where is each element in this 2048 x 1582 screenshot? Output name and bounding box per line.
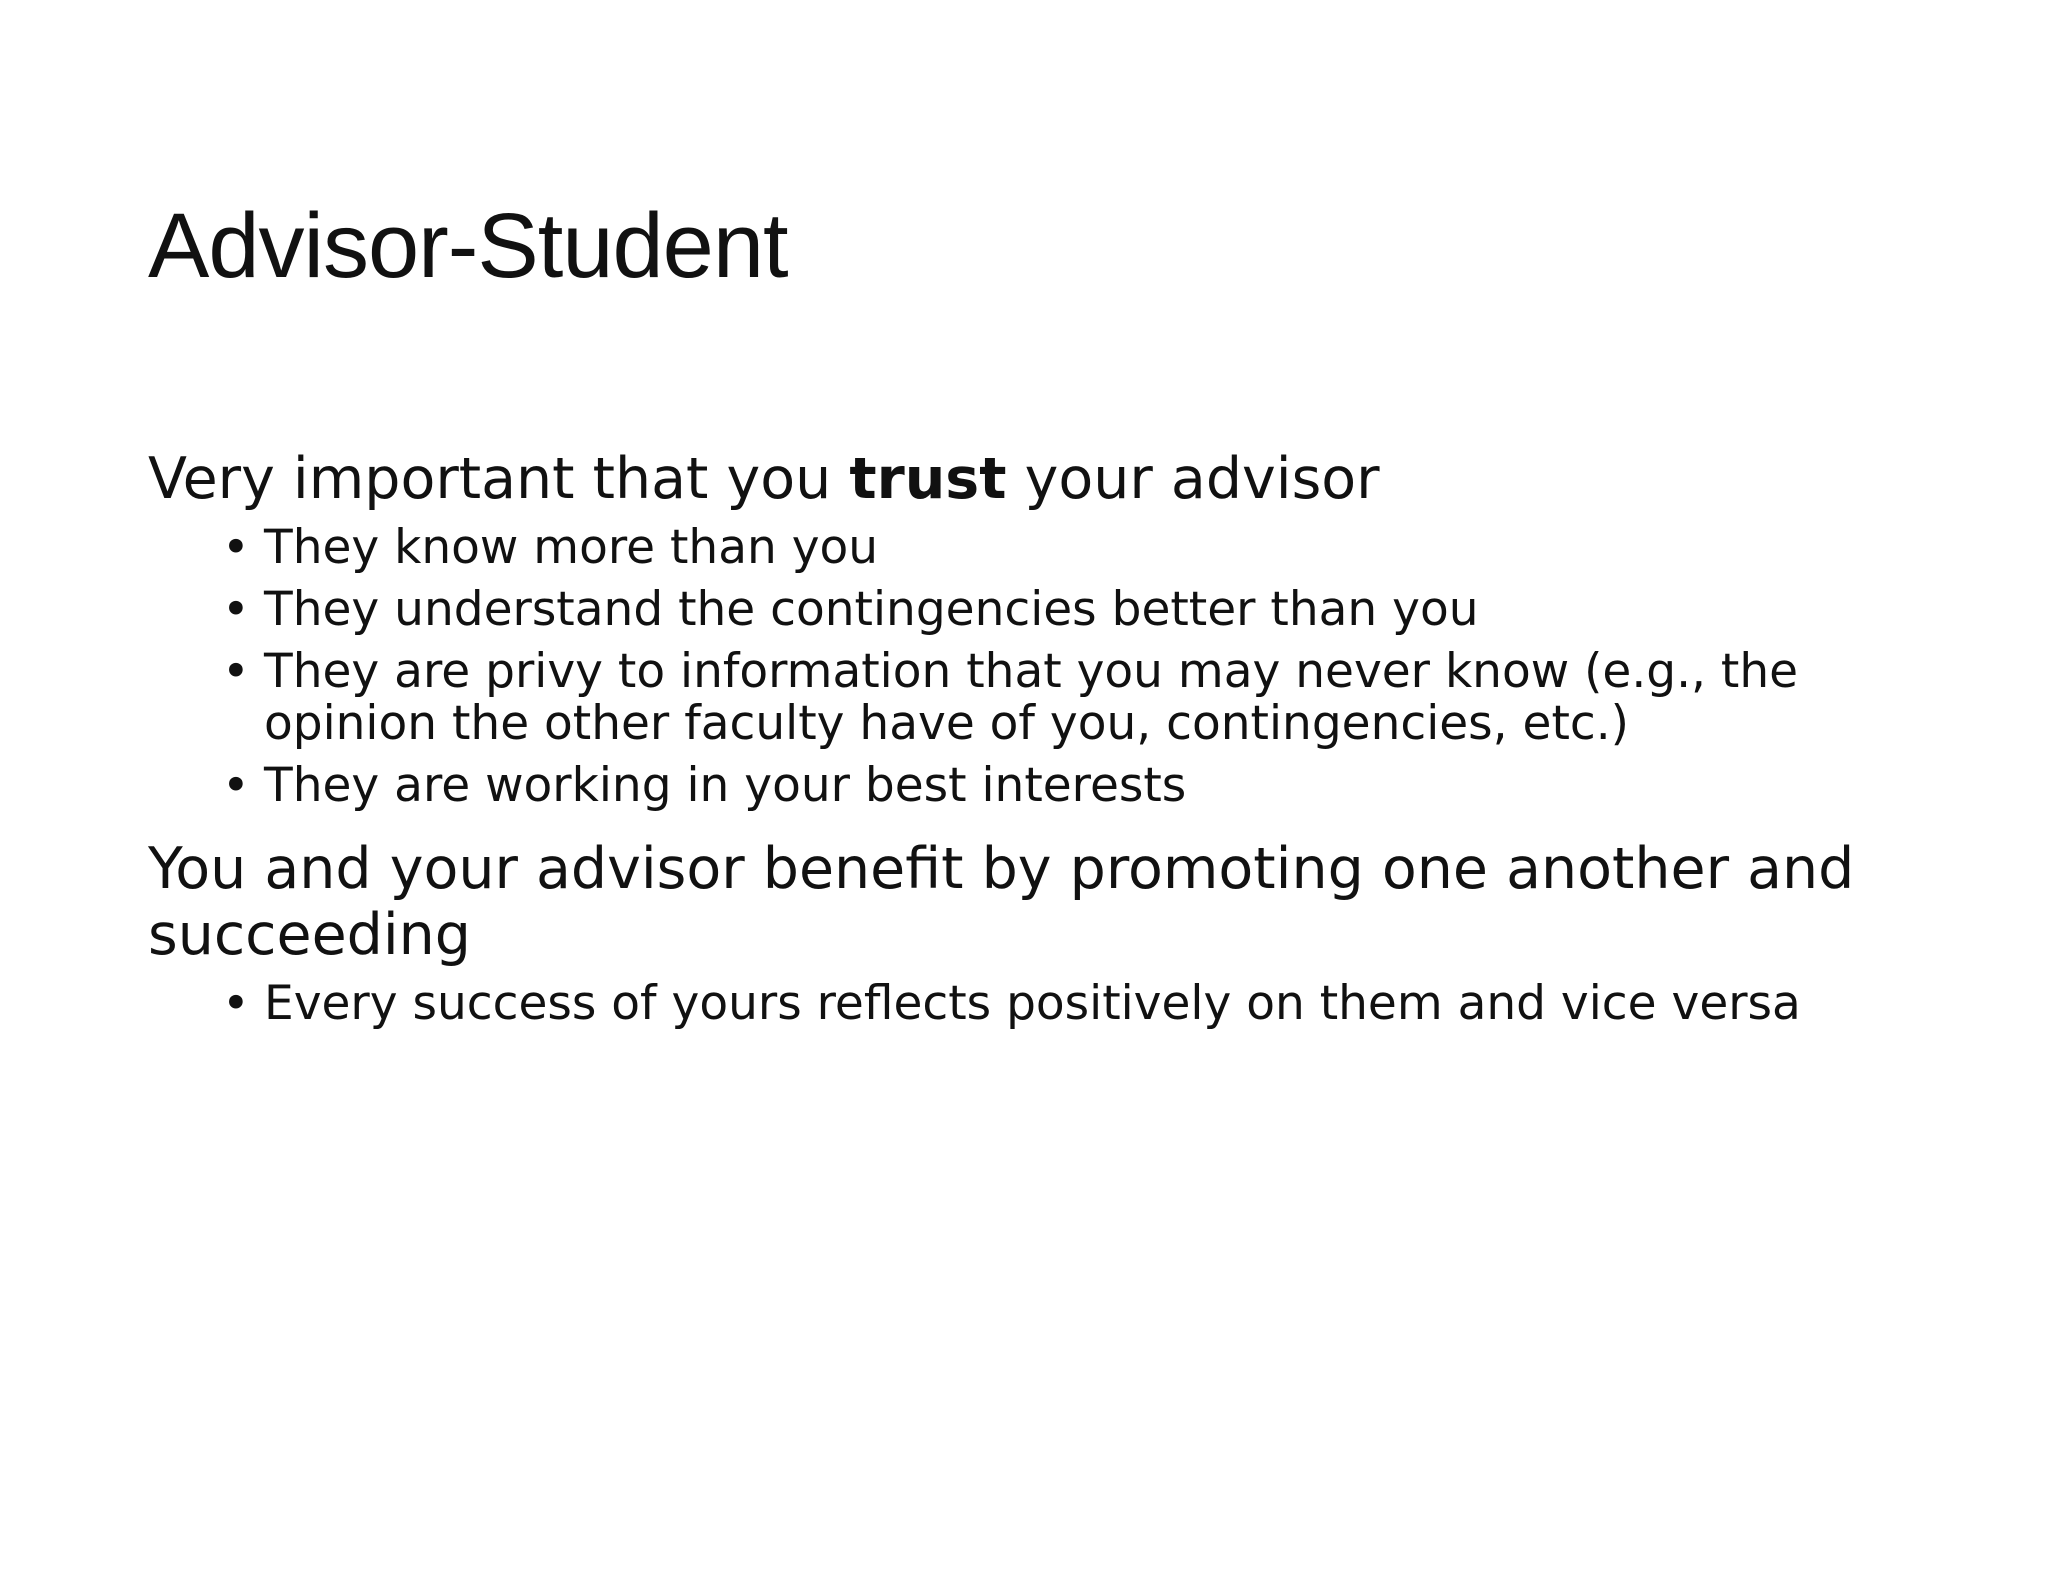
list-item: [222, 520, 1948, 575]
bullet-icon: •: [222, 976, 250, 1031]
spacer: [148, 822, 1948, 836]
main-point-benefit: You and your advisor benefit by promoting one another and succeeding: [148, 836, 1855, 968]
emphasis-trust: trust: [849, 446, 1007, 512]
bullet-icon: •: [222, 582, 250, 637]
list-item-text: They know more than you: [264, 520, 879, 575]
slide-body: [148, 446, 1948, 1040]
list-item: [222, 758, 1948, 813]
bullet-icon: •: [222, 758, 250, 813]
bullet-icon: •: [222, 520, 250, 575]
list-item-text: Every success of yours reflects positively on them and vice versa: [264, 976, 1801, 1031]
bullet-icon: •: [222, 644, 250, 699]
main-point-text: your advisor: [1006, 446, 1380, 512]
list-item-text: They understand the contingencies better than you: [264, 582, 1479, 637]
list-item: [222, 644, 1948, 751]
main-point-trust: [148, 446, 1948, 512]
main-point-text: Very important that you: [148, 446, 850, 512]
list-item-text: They are privy to information that you may never know (e.g., the opinion the other faculty have of you, contingencies, etc.): [264, 644, 1799, 751]
sub-list-benefit: [148, 978, 1948, 1030]
list-item: [222, 582, 1948, 637]
slide-title: Advisor-Student: [148, 195, 788, 297]
list-item: [222, 976, 1948, 1031]
list-item-text: They are working in your best interests: [264, 758, 1187, 813]
sub-list-trust: [148, 522, 1948, 812]
